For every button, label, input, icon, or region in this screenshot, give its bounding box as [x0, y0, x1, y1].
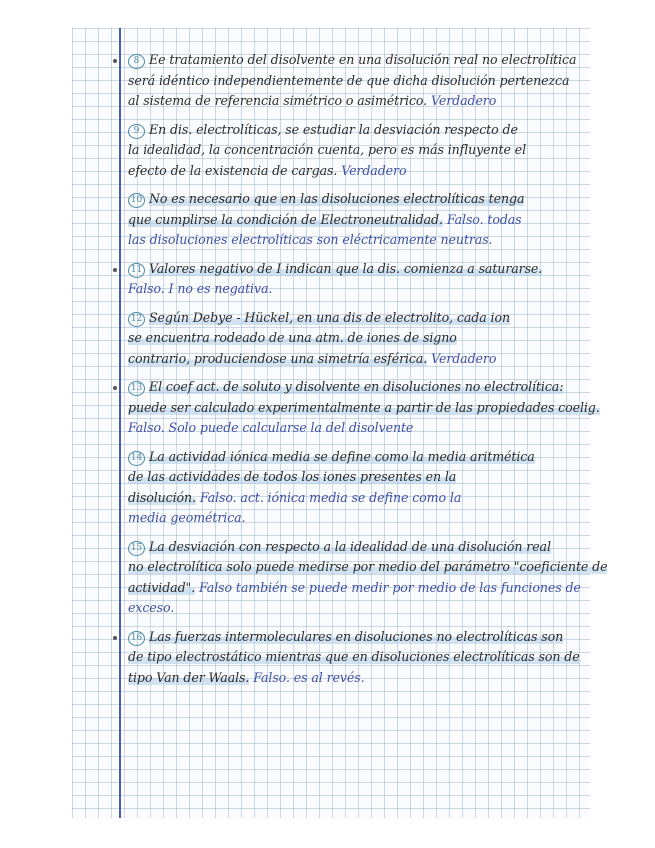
- question-line: [128, 377, 578, 398]
- answer-text: Verdadero: [427, 350, 497, 366]
- question-line: [128, 488, 578, 509]
- bullet-dot: [113, 636, 117, 640]
- answer-text: Falso también se puede medir por medio de las funciones de: [195, 579, 581, 595]
- bullet-dot: [113, 386, 117, 390]
- question-text: Las fuerzas intermoleculares en disoluciones no electrolíticas son: [149, 628, 564, 644]
- question-line: [128, 578, 581, 599]
- question-text: que cumplirse la condición de Electroneutralidad.: [128, 211, 443, 227]
- question-line: [128, 140, 578, 161]
- question-number-badge: 9: [128, 124, 145, 139]
- question-item: [128, 189, 578, 251]
- question-number-badge: 14: [128, 451, 145, 466]
- question-text: disolución.: [128, 489, 196, 505]
- answer-text: media geométrica.: [128, 510, 246, 525]
- question-text: actividad".: [128, 579, 196, 595]
- answer-text: Verdadero: [427, 93, 497, 108]
- answer-text: Falso. Solo puede calcularse la del disolvente: [128, 420, 414, 435]
- question-line: [128, 259, 578, 280]
- answer-line: [128, 418, 578, 439]
- question-line: [128, 161, 578, 182]
- question-item: [128, 308, 578, 370]
- question-text: de las actividades de todos los iones presentes en la: [128, 469, 457, 484]
- question-text: se encuentra rodeado de una atm. de iones de signo: [128, 330, 457, 345]
- notes-content: [128, 50, 608, 696]
- question-line: [128, 308, 578, 329]
- question-text: tipo Van der Waals.: [128, 669, 250, 685]
- question-number-badge: 15: [128, 541, 145, 556]
- answer-line: [128, 508, 578, 529]
- question-text: no electrolítica solo puede medirse por medio del parámetro "coeficiente de: [128, 559, 608, 574]
- question-text: Según Debye - Hückel, en una dis de electrolito, cada ion: [149, 309, 510, 325]
- answer-text: las disoluciones electrolíticas son eléctricamente neutras.: [128, 232, 493, 247]
- question-item: [128, 627, 578, 689]
- bullet-dot: [113, 59, 117, 63]
- question-line: [128, 210, 578, 231]
- question-text: puede ser calculado experimentalmente a partir de las propiedades coelig.: [128, 399, 600, 415]
- question-text: contrario, produciendose una simetría esférica.: [128, 350, 428, 366]
- question-line: [128, 668, 578, 689]
- question-text: En dis. electrolíticas, se estudiar la desviación respecto de: [149, 121, 518, 137]
- question-line: [128, 537, 578, 558]
- question-text: la idealidad, la concentración cuenta, pero es más influyente el: [128, 142, 527, 157]
- question-number-badge: 11: [128, 263, 145, 278]
- question-number-badge: 16: [128, 631, 145, 646]
- question-line: [128, 71, 578, 92]
- question-text: La desviación con respecto a la idealidad de una disolución real: [149, 538, 551, 554]
- answer-text: exceso.: [128, 600, 175, 615]
- question-line: [128, 328, 578, 349]
- question-item: [128, 259, 578, 300]
- question-item: [128, 50, 578, 112]
- question-item: [128, 377, 600, 439]
- question-line: [128, 647, 578, 668]
- question-item: [128, 537, 608, 619]
- question-text: efecto de la existencia de cargas.: [128, 162, 338, 178]
- margin-line: [119, 28, 121, 818]
- answer-line: [128, 598, 578, 619]
- question-line: [128, 189, 578, 210]
- answer-line: [128, 279, 578, 300]
- question-text: de tipo electrostático mientras que en disoluciones electrolíticas son de: [128, 649, 580, 664]
- question-line: [128, 627, 578, 648]
- question-line: [128, 467, 578, 488]
- answer-text: Verdadero: [337, 162, 407, 178]
- question-text: al sistema de referencia simétrico o asimétrico.: [128, 93, 428, 108]
- bullet-dot: [113, 268, 117, 272]
- question-item: [128, 447, 578, 529]
- answer-line: [128, 230, 578, 251]
- question-text: será idéntico independientemente de que dicha disolución pertenezca: [128, 72, 570, 88]
- question-number-badge: 10: [128, 193, 145, 208]
- question-text: Valores negativo de I indican que la dis. comienza a saturarse.: [149, 260, 543, 276]
- question-text: No es necesario que en las disoluciones electrolíticas tenga: [149, 191, 525, 206]
- question-text: Ee tratamiento del disolvente en una disolución real no electrolítica: [149, 52, 577, 67]
- question-text: La actividad iónica media se define como la media aritmética: [149, 448, 535, 464]
- question-line: [128, 398, 600, 419]
- answer-text: Falso. todas: [442, 211, 522, 227]
- question-text: El coef act. de soluto y disolvente en disoluciones no electrolítica:: [149, 379, 564, 394]
- answer-text: Falso. es al revés.: [249, 669, 365, 685]
- question-number-badge: 13: [128, 381, 145, 396]
- question-line: [128, 50, 578, 71]
- answer-text: Falso. act. iónica media se define como la: [195, 489, 462, 505]
- question-line: [128, 447, 578, 468]
- question-number-badge: 12: [128, 312, 145, 327]
- question-number-badge: 8: [128, 54, 145, 69]
- question-line: [128, 349, 578, 370]
- answer-text: Falso. I no es negativa.: [128, 281, 273, 296]
- question-line: [128, 557, 608, 578]
- question-line: [128, 120, 578, 141]
- question-line: [128, 91, 578, 112]
- question-item: [128, 120, 578, 182]
